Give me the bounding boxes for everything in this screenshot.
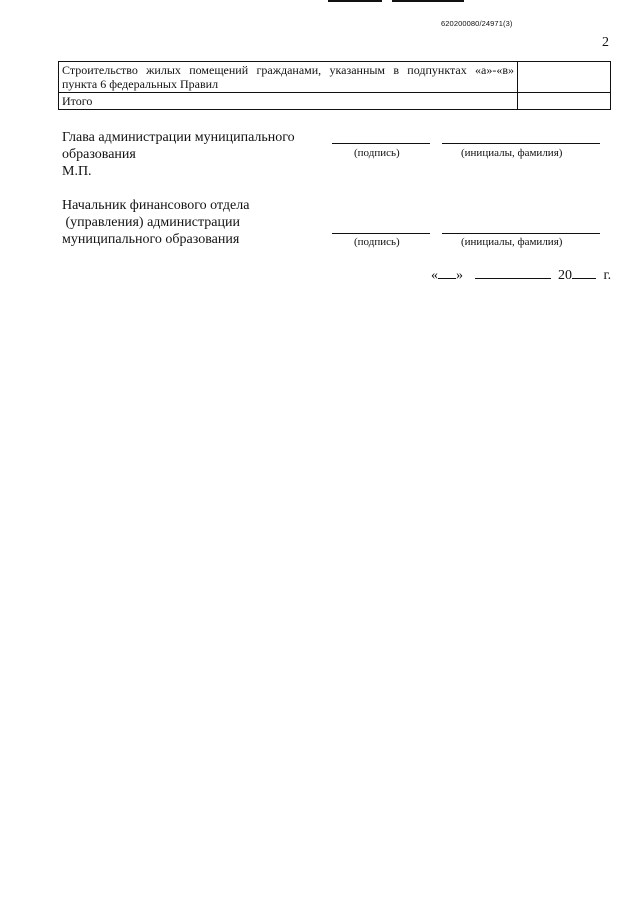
table-cell-value — [518, 93, 611, 110]
table-cell-value — [518, 62, 611, 93]
year-blank — [572, 266, 596, 279]
document-id: 620200080/24971(3) — [441, 19, 513, 28]
signature-title-line: образования — [62, 147, 136, 162]
page-number: 2 — [602, 35, 609, 50]
date-line — [431, 266, 611, 284]
year-suffix: г. — [603, 268, 612, 283]
signature-title-line: Глава администрации муниципального — [62, 130, 295, 145]
table-row — [59, 93, 611, 110]
date-open-quote: « — [431, 268, 438, 283]
signature-block-head — [62, 129, 295, 180]
table-cell-label: Строительство жилых помещений гражданами, указанным в подпунктах «а»-«в» пункта 6 федеральных Правил — [59, 62, 518, 93]
signature-title-line: Начальник финансового отдела — [62, 198, 250, 213]
day-blank — [438, 266, 456, 279]
month-blank — [475, 266, 551, 279]
name-line — [442, 143, 600, 144]
date-close-quote: » — [456, 268, 463, 283]
year-prefix: 20 — [558, 268, 572, 283]
signature-title-line: муниципального образования — [62, 232, 240, 247]
summary-table — [58, 61, 611, 110]
signature-block-finance — [62, 197, 249, 248]
signature-title-line: (управления) администрации — [62, 215, 240, 230]
scan-top-mark — [392, 0, 464, 2]
signature-caption: (подпись) — [354, 147, 400, 159]
table-row — [59, 62, 611, 93]
name-caption: (инициалы, фамилия) — [461, 236, 563, 248]
scan-top-mark — [328, 0, 382, 2]
table-cell-label: Итого — [59, 93, 518, 110]
name-caption: (инициалы, фамилия) — [461, 147, 563, 159]
signature-line — [332, 233, 430, 234]
name-line — [442, 233, 600, 234]
signature-line — [332, 143, 430, 144]
signature-caption: (подпись) — [354, 236, 400, 248]
seal-mark-label: М.П. — [62, 164, 92, 179]
